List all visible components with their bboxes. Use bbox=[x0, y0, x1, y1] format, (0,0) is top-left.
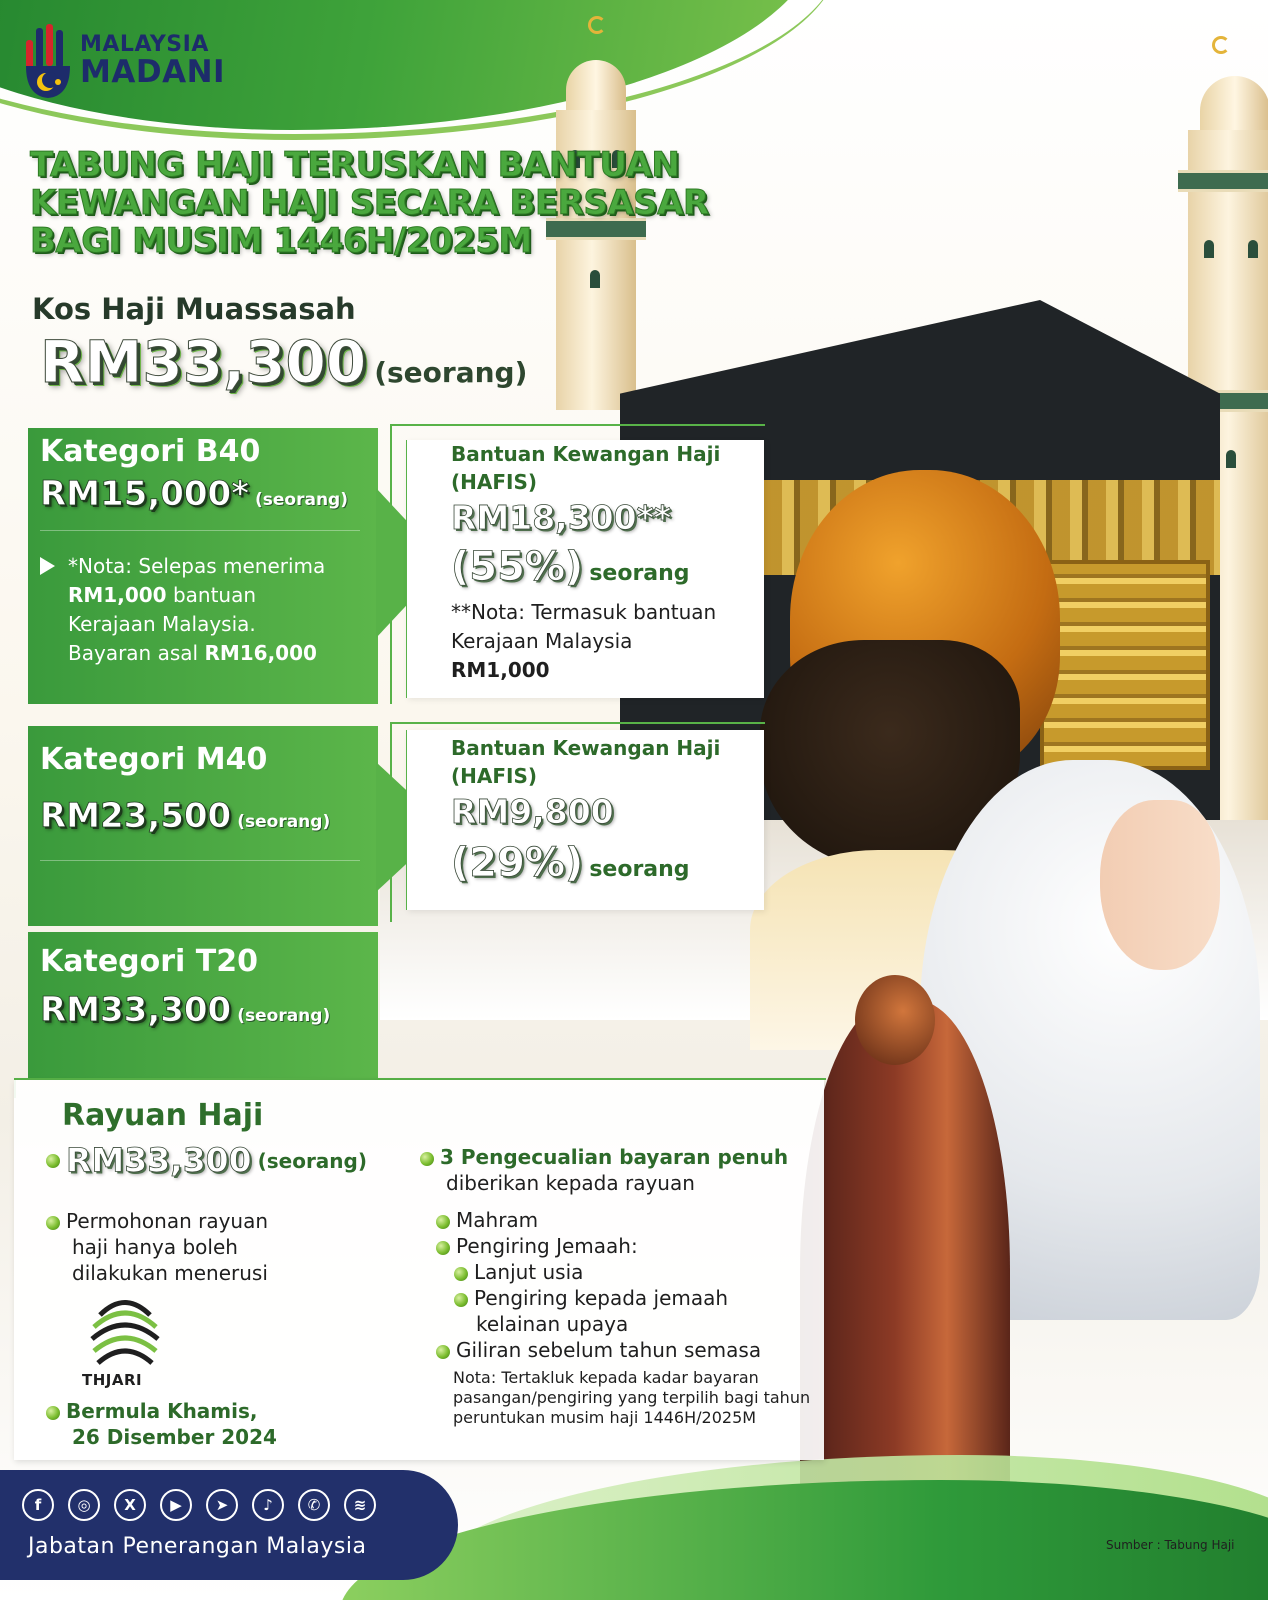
hafis-title-line2: (HAFIS) bbox=[451, 764, 538, 788]
hafis-pct-unit: seorang bbox=[589, 561, 690, 586]
divider bbox=[40, 860, 360, 861]
social-icons bbox=[22, 1489, 376, 1521]
hafis-title-line1: Bantuan Kewangan Haji bbox=[451, 736, 721, 760]
kos-amount-value: RM33,300 bbox=[40, 328, 367, 396]
spotify-icon[interactable]: ≋ bbox=[344, 1489, 376, 1521]
item-pengiring-label: Pengiring Jemaah: bbox=[456, 1234, 638, 1258]
note-part2: bantuan bbox=[172, 583, 257, 607]
item-giliran bbox=[436, 1337, 761, 1363]
logo-wordmark bbox=[80, 34, 225, 88]
hafis-note-line1: **Nota: Termasuk bantuan bbox=[451, 600, 717, 624]
rayuan-amount-value: RM33,300 bbox=[66, 1140, 252, 1180]
hafis-title bbox=[451, 734, 771, 790]
permohonan-line2: haji hanya boleh bbox=[72, 1235, 238, 1259]
hafis-title-line1: Bantuan Kewangan Haji bbox=[451, 442, 721, 466]
item-pengiring-kepada-label: Pengiring kepada jemaah bbox=[474, 1286, 729, 1310]
category-amount-value: RM15,000* bbox=[40, 474, 249, 514]
hafis-percentage bbox=[451, 840, 690, 886]
pilgrim-head bbox=[855, 975, 935, 1065]
hafis-note-line2: Kerajaan Malaysia bbox=[451, 629, 633, 653]
logo-line1: MALAYSIA bbox=[80, 32, 209, 57]
item-giliran-label: Giliran sebelum tahun semasa bbox=[456, 1338, 762, 1362]
bullet-icon bbox=[46, 1216, 60, 1230]
category-m40-panel bbox=[28, 726, 378, 926]
tiktok-icon[interactable]: ♪ bbox=[252, 1489, 284, 1521]
whatsapp-icon[interactable]: ✆ bbox=[298, 1489, 330, 1521]
hafis-pct-unit: seorang bbox=[589, 857, 690, 882]
pengecualian-title: 3 Pengecualian bayaran penuh bbox=[440, 1145, 789, 1169]
bullet-icon bbox=[454, 1293, 468, 1307]
bermula-line1: Bermula Khamis, bbox=[66, 1399, 258, 1423]
bullet-icon bbox=[436, 1215, 450, 1229]
footer-bar bbox=[0, 1470, 458, 1580]
item-lanjut-label: Lanjut usia bbox=[474, 1260, 584, 1284]
category-amount bbox=[40, 796, 330, 836]
footer-agency: Jabatan Penerangan Malaysia bbox=[28, 1534, 367, 1559]
x-icon[interactable]: X bbox=[114, 1489, 146, 1521]
instagram-icon[interactable]: ◎ bbox=[68, 1489, 100, 1521]
note-part1: *Nota: Selepas menerima bbox=[68, 554, 326, 578]
hafis-percentage bbox=[451, 544, 690, 590]
item-kelainan-label: kelainan upaya bbox=[476, 1312, 629, 1336]
hafis-amount: RM9,800 bbox=[451, 792, 614, 831]
category-amount bbox=[40, 474, 348, 514]
logo-line2: MADANI bbox=[80, 54, 226, 90]
bullet-icon bbox=[46, 1154, 60, 1168]
hafis-pct-value: (29%) bbox=[451, 840, 584, 886]
bullet-icon bbox=[46, 1406, 60, 1420]
hafis-note-bold: RM1,000 bbox=[451, 658, 550, 682]
permohonan-line3: dilakukan menerusi bbox=[72, 1261, 268, 1285]
thjari-label: THJARI bbox=[82, 1371, 143, 1389]
item-pengiring bbox=[436, 1233, 638, 1259]
hafis-b40-card bbox=[406, 440, 764, 698]
note-part4: Bayaran asal bbox=[68, 641, 199, 665]
category-amount bbox=[40, 990, 330, 1030]
item-pengiring-kepada bbox=[454, 1285, 728, 1337]
item-lanjut bbox=[454, 1259, 583, 1285]
category-title: Kategori M40 bbox=[40, 742, 268, 777]
hafis-title-line2: (HAFIS) bbox=[451, 470, 538, 494]
category-title: Kategori B40 bbox=[40, 434, 261, 469]
category-amount-unit: (seorang) bbox=[237, 812, 331, 832]
madani-emblem-icon bbox=[22, 22, 74, 100]
crescent-icon bbox=[1212, 36, 1230, 54]
headline bbox=[30, 146, 790, 260]
youtube-icon[interactable]: ▶ bbox=[160, 1489, 192, 1521]
hafis-m40-card bbox=[406, 730, 764, 910]
permohonan-line1: Permohonan rayuan bbox=[66, 1209, 269, 1233]
hafis-pct-value: (55%) bbox=[451, 544, 584, 590]
woman-face bbox=[1100, 800, 1220, 970]
bullet-icon bbox=[420, 1152, 434, 1166]
bullet-icon bbox=[454, 1267, 468, 1281]
kos-amount bbox=[40, 328, 527, 396]
bermula-line2: 26 Disember 2024 bbox=[72, 1425, 277, 1449]
rayuan-nota: Nota: Tertakluk kepada kadar bayaran pasangan/pengiring yang terpilih bagi tahun peruntukan musim haji 1446H/2025M bbox=[453, 1368, 811, 1427]
malaysia-madani-logo bbox=[22, 22, 252, 102]
note-line3: Kerajaan Malaysia. bbox=[68, 612, 256, 636]
category-amount-unit: (seorang) bbox=[255, 490, 348, 510]
pengecualian-sub: diberikan kepada rayuan bbox=[446, 1171, 695, 1195]
item-mahram bbox=[436, 1207, 538, 1233]
category-title: Kategori T20 bbox=[40, 944, 258, 979]
category-amount-value: RM23,500 bbox=[40, 796, 232, 836]
kos-amount-unit: (seorang) bbox=[374, 356, 528, 389]
divider bbox=[40, 530, 360, 531]
hafis-title bbox=[451, 440, 771, 496]
note-bold2: RM16,000 bbox=[204, 641, 317, 665]
category-amount-value: RM33,300 bbox=[40, 990, 232, 1030]
hafis-amount: RM18,300** bbox=[451, 498, 672, 537]
hafis-note bbox=[451, 598, 771, 685]
triangle-bullet-icon bbox=[40, 557, 55, 575]
kos-label: Kos Haji Muassasah bbox=[32, 292, 356, 326]
bullet-icon bbox=[436, 1241, 450, 1255]
source-credit: Sumber : Tabung Haji bbox=[1106, 1538, 1235, 1552]
crescent-icon bbox=[588, 16, 606, 34]
telegram-icon[interactable]: ➤ bbox=[206, 1489, 238, 1521]
note-bold1: RM1,000 bbox=[68, 583, 167, 607]
category-note bbox=[68, 552, 378, 668]
rayuan-bermula bbox=[46, 1398, 277, 1450]
item-mahram-label: Mahram bbox=[456, 1208, 539, 1232]
rayuan-permohonan bbox=[46, 1208, 268, 1286]
rayuan-amount bbox=[46, 1140, 367, 1180]
rayuan-title: Rayuan Haji bbox=[62, 1098, 264, 1133]
headline-line3: BAGI MUSIM 1446H/2025M bbox=[30, 221, 532, 261]
category-b40-panel bbox=[28, 428, 378, 704]
bullet-icon bbox=[436, 1345, 450, 1359]
category-t20-panel bbox=[28, 932, 378, 1078]
headline-line2: KEWANGAN HAJI SECARA BERSASAR bbox=[30, 183, 709, 223]
category-amount-unit: (seorang) bbox=[237, 1006, 331, 1026]
facebook-icon[interactable]: f bbox=[22, 1489, 54, 1521]
headline-line1: TABUNG HAJI TERUSKAN BANTUAN bbox=[30, 145, 680, 185]
pengecualian-heading bbox=[420, 1144, 788, 1196]
rayuan-amount-unit: (seorang) bbox=[257, 1148, 367, 1173]
